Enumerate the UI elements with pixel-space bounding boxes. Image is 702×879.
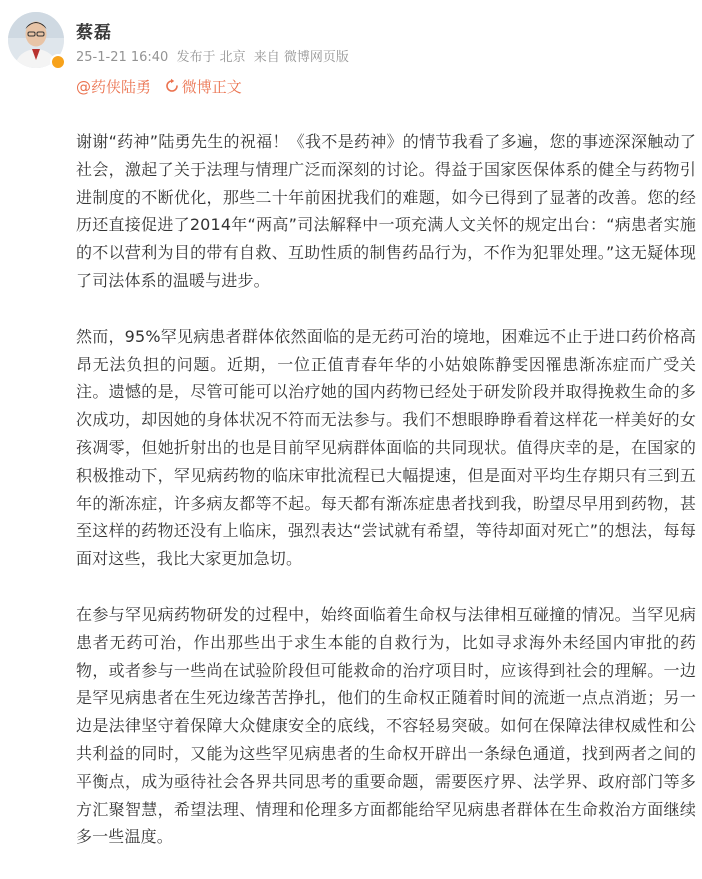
- author-name[interactable]: 蔡磊: [76, 23, 112, 43]
- post-paragraph: 然而，95%罕见病患者群体依然面临的是无药可治的境地，困难远不止于进口药价格高昂无法负担的问题。近期，一位正值青春年华的小姑娘陈静雯因罹患渐冻症而广受关注。遗憾的是，尽管可能可以治疗她的国内药物已经处于研发阶段并取得挽救生命的多次成功，却因她的身体状况不符而无法参与。我们不想眼睁睁看着这样花一样美好的女孩凋零，但她折射出的也是目前罕见病群体面临的共同现状。值得庆幸的是，在国家的积极推动下，罕见病药物的临床审批流程已大幅提速，但是面对平均生存期只有三到五年的渐冻症，许多病友都等不起。每天都有渐冻症患者找到我，盼望尽早用到药物，甚至这样的药物还没有上临床，强烈表达“尝试就有希望，等待却面对死亡”的想法，每每面对这些，我比大家更加急切。: [76, 326, 696, 569]
- post-timestamp[interactable]: 25-1-21 16:40: [76, 50, 169, 65]
- post-header: [0, 0, 702, 100]
- repost-source-row: [76, 76, 242, 97]
- post-paragraph: 在参与罕见病药物研发的过程中，始终面临着生命权与法律相互碰撞的情况。当罕见病患者无药可治，作出那些出于求生本能的自救行为，比如寻求海外未经国内审批的药物，或者参与一些尚在试验阶段但可能救命的治疗项目时，应该得到社会的理解。一边是罕见病患者在生死边缘苦苦挣扎，他们的生命权正随着时间的流逝一点点消逝；另一边是法律坚守着保障大众健康安全的底线，不容轻易突破。如何在保障法律权威性和公共利益的同时，又能为这些罕见病患者的生命权开辟出一条绿色通道，找到两者之间的平衡点，成为亟待社会各界共同思考的重要命题，需要医疗界、法学界、政府部门等多方汇聚智慧，希望法理、情理和伦理多方面都能给罕见病患者群体在生命救治方面继续多一些温度。: [76, 604, 696, 847]
- post-source: 来自 微博网页版: [253, 50, 349, 65]
- verified-badge-icon: [50, 54, 66, 70]
- post-paragraph: 谢谢“药神”陆勇先生的祝福！《我不是药神》的情节我看了多遍，您的事迹深深触动了社会，激起了关于法理与情理广泛而深刻的讨论。得益于国家医保体系的健全与药物引进制度的不断优化，那些二十年前困扰我们的难题，如今已得到了显著的改善。您的经历还直接促进了2014年“两高”司法解释中一项充满人文关怀的规定出台：“病患者实施的不以营利为目的带有自救、互助性质的制售药品行为，不作为犯罪处理。”这无疑体现了司法体系的温暖与进步。: [76, 132, 696, 290]
- post-content: [76, 128, 696, 879]
- refresh-link-icon: [164, 78, 180, 94]
- original-post-link[interactable]: [164, 78, 242, 96]
- original-post-label: 微博正文: [181, 78, 242, 96]
- post-location: 发布于 北京: [176, 50, 246, 65]
- post-meta: [76, 46, 353, 65]
- mention-link[interactable]: @药侠陆勇: [76, 78, 152, 96]
